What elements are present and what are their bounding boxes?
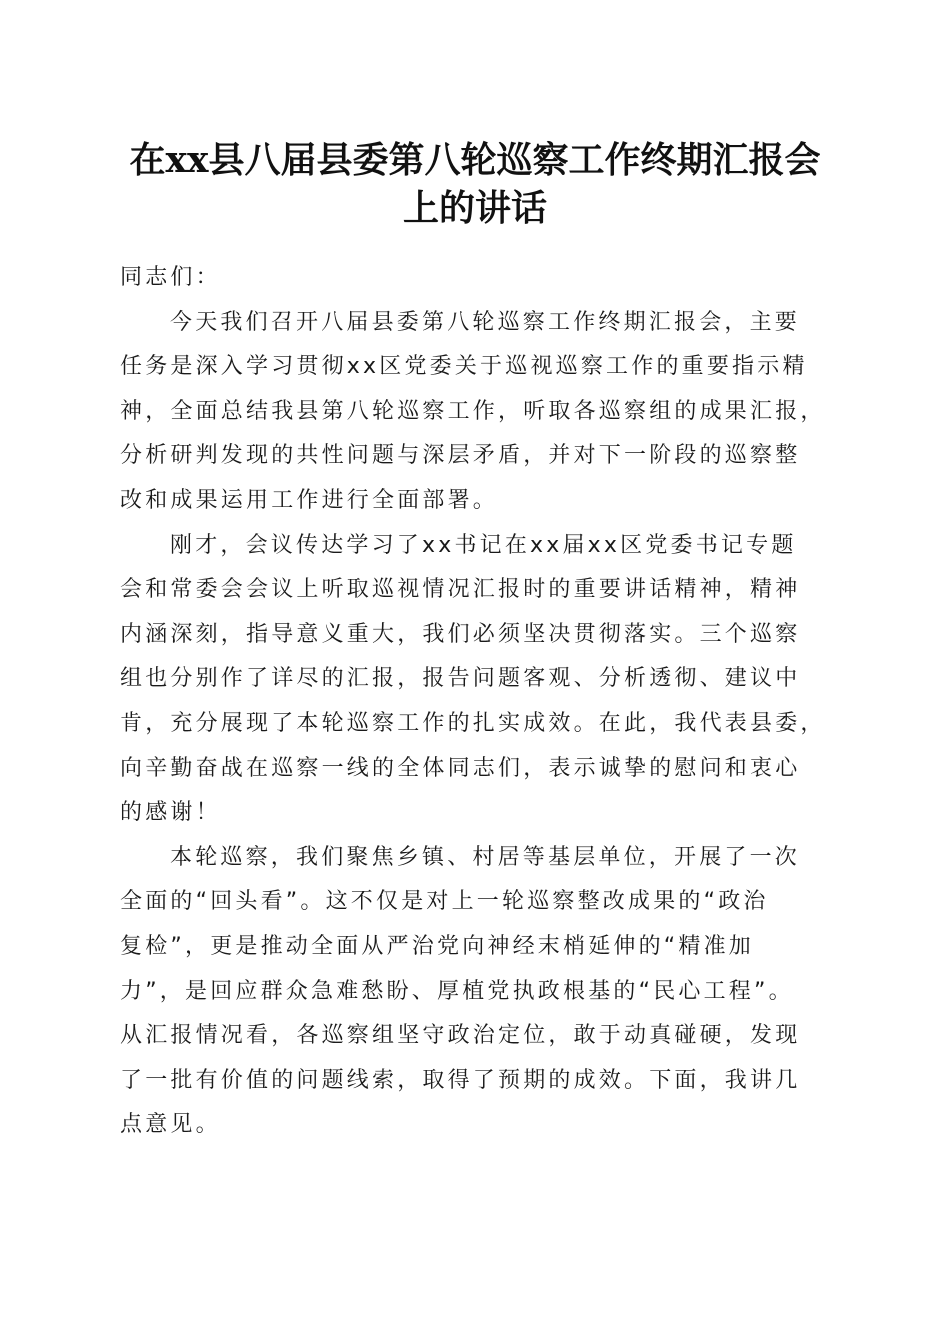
salutation: 同志们： xyxy=(120,265,221,290)
paragraph-line: 组也分别作了详尽的汇报，报告问题客观、分析透彻、建议中 xyxy=(120,666,801,692)
paragraph-line: 的感谢！ xyxy=(120,800,221,826)
paragraph-line: 今天我们召开八届县委第八轮巡察工作终期汇报会，主要 xyxy=(170,309,801,335)
title-line-1: 在xx县八届县委第八轮巡察工作终期汇报会 xyxy=(129,139,821,181)
paragraph-line: 刚才，会议传达学习了xx书记在xx届xx区党委书记专题 xyxy=(170,532,797,558)
document-body xyxy=(120,256,836,1148)
paragraph-line: 改和成果运用工作进行全面部署。 xyxy=(120,487,499,513)
paragraph-3 xyxy=(120,836,836,1148)
paragraph-1 xyxy=(120,301,836,524)
paragraph-line: 了一批有价值的问题线索，取得了预期的成效。下面，我讲几 xyxy=(120,1067,801,1093)
paragraph-line: 从汇报情况看，各巡察组坚守政治定位，敢于动真碰硬，发现 xyxy=(120,1023,801,1049)
paragraph-line: 复检”，更是推动全面从严治党向神经末梢延伸的“精准加 xyxy=(120,933,754,959)
document-title xyxy=(100,136,850,232)
paragraph-line: 点意见。 xyxy=(120,1112,221,1138)
paragraph-line: 任务是深入学习贯彻xx区党委关于巡视巡察工作的重要指示精 xyxy=(120,354,808,380)
paragraph-line: 本轮巡察，我们聚焦乡镇、村居等基层单位，开展了一次 xyxy=(170,844,801,870)
paragraph-line: 分析研判发现的共性问题与深层矛盾，并对下一阶段的巡察整 xyxy=(120,443,801,469)
paragraph-2 xyxy=(120,524,836,836)
paragraph-line: 向辛勤奋战在巡察一线的全体同志们，表示诚挚的慰问和衷心 xyxy=(120,755,801,781)
title-line-2: 上的讲话 xyxy=(402,187,547,229)
paragraph-line: 肯，充分展现了本轮巡察工作的扎实成效。在此，我代表县委， xyxy=(120,710,826,736)
paragraph-line: 内涵深刻，指导意义重大，我们必须坚决贯彻落实。三个巡察 xyxy=(120,621,801,647)
paragraph-line: 会和常委会会议上听取巡视情况汇报时的重要讲话精神，精神 xyxy=(120,577,801,603)
paragraph-line: 神，全面总结我县第八轮巡察工作，听取各巡察组的成果汇报， xyxy=(120,398,826,424)
paragraph-line: 全面的“回头看”。这不仅是对上一轮巡察整改成果的“政治 xyxy=(120,889,769,915)
paragraph-line: 力”，是回应群众急难愁盼、厚植党执政根基的“民心工程”。 xyxy=(120,978,794,1004)
